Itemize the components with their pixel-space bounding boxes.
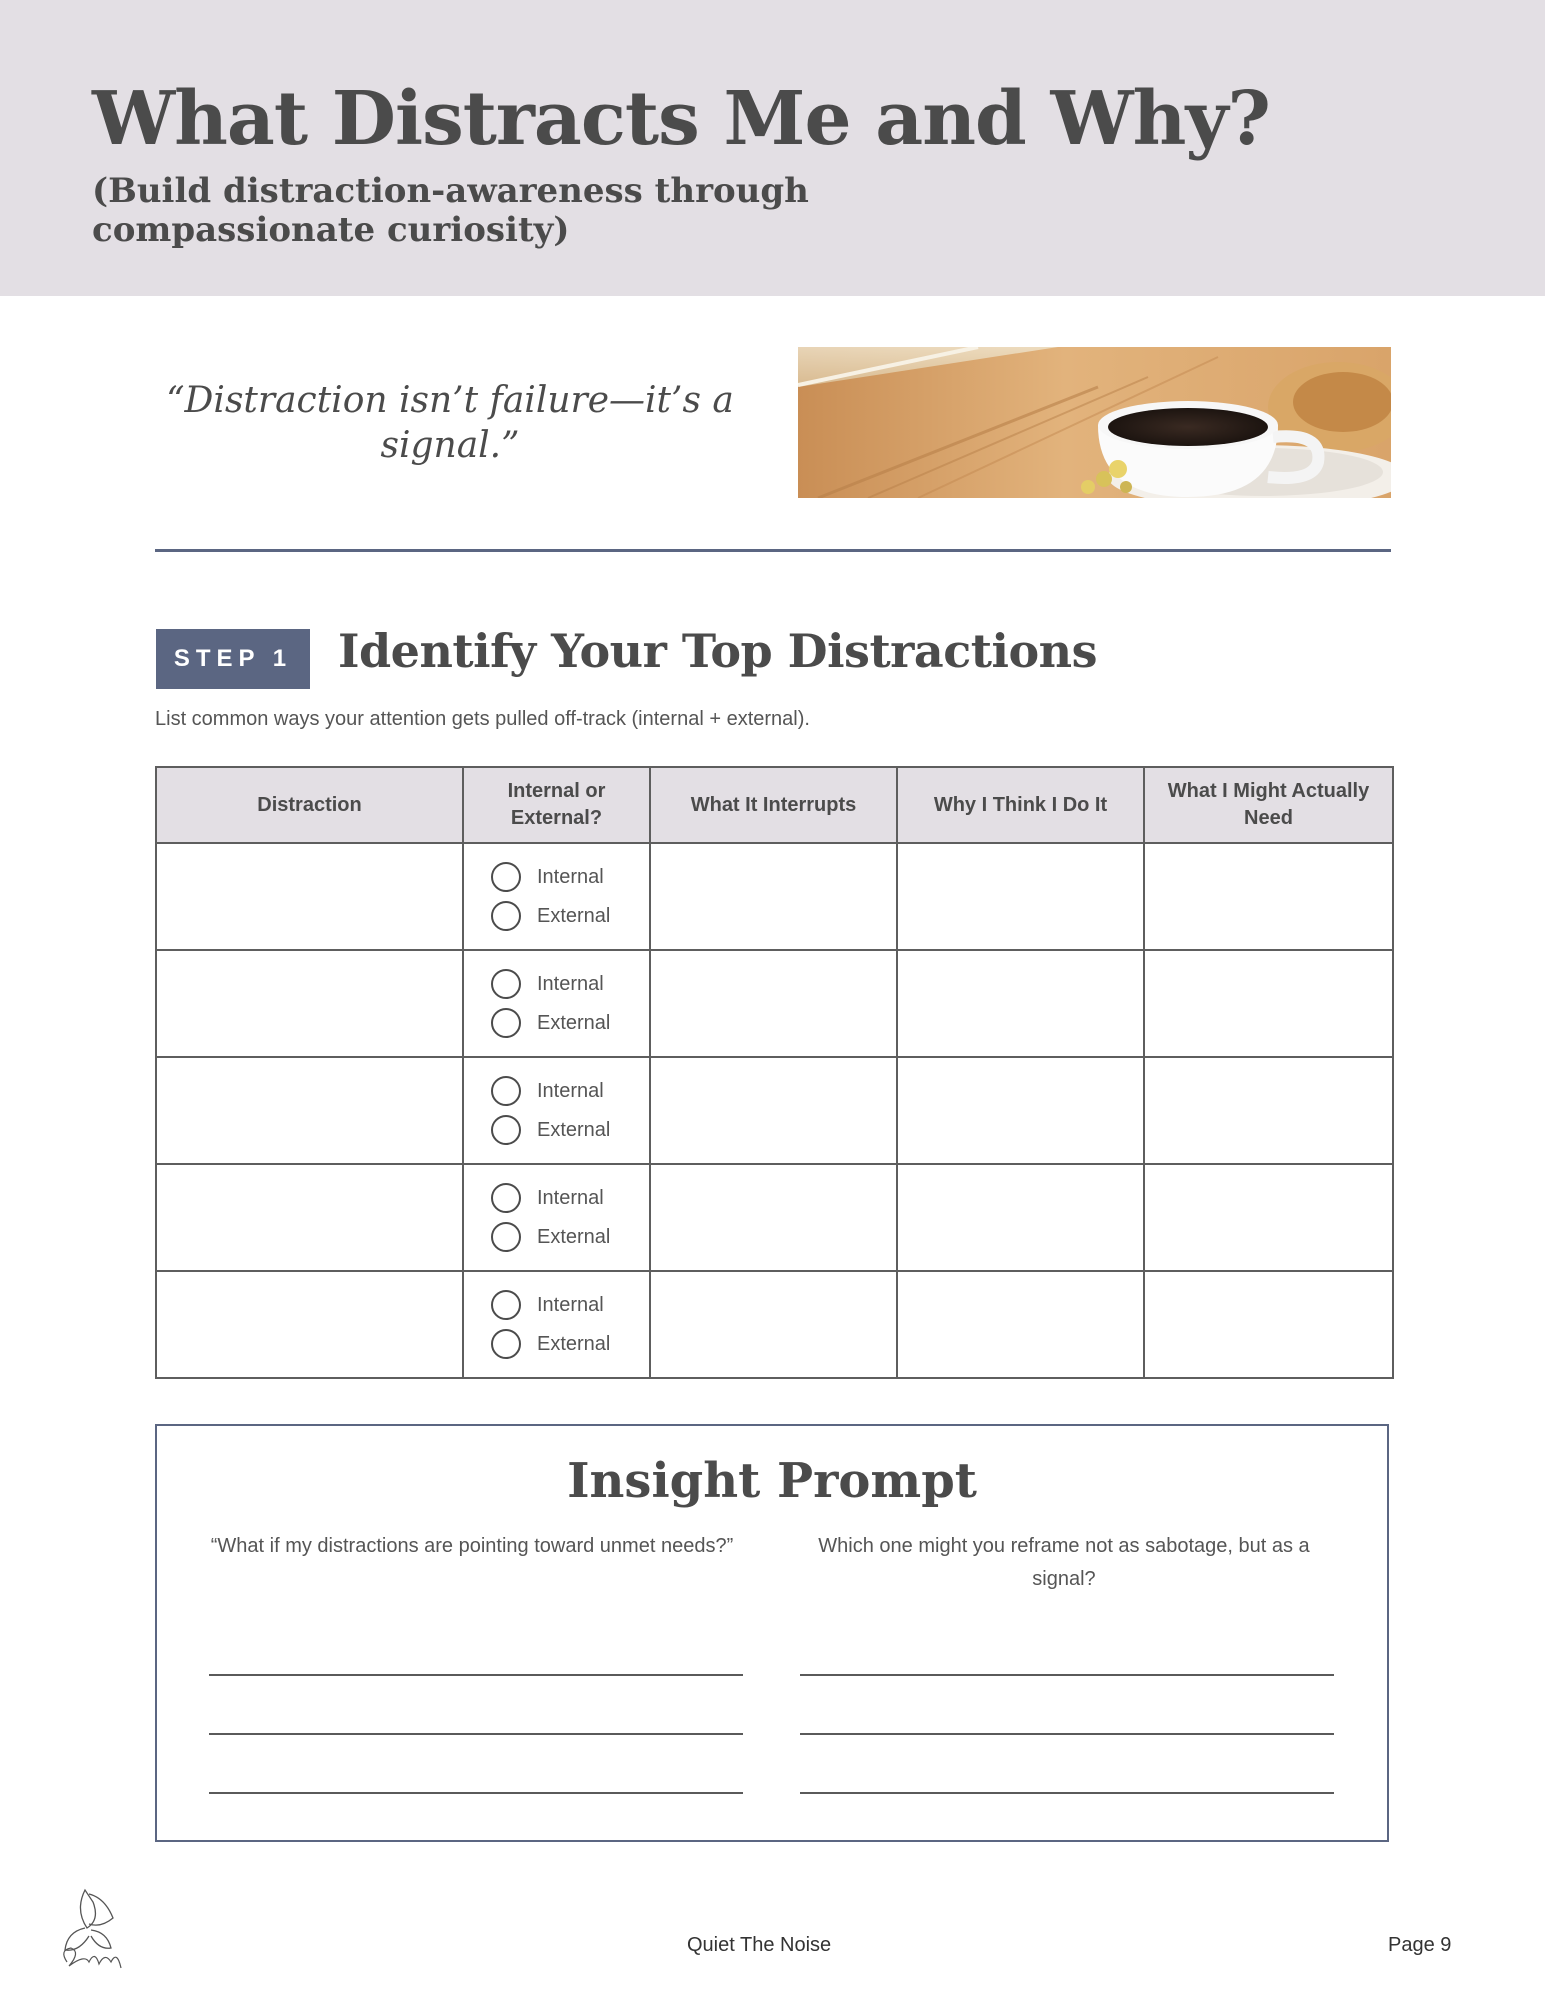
page-number: Page 9 <box>1388 1934 1452 1956</box>
distractions-table <box>155 766 1394 1379</box>
table-row <box>156 843 1393 950</box>
type-cell <box>463 1271 650 1378</box>
column-header-actual-need: What I Might Actually Need <box>1144 767 1393 843</box>
answer-line-left-3[interactable] <box>209 1792 743 1794</box>
external-option[interactable]: External <box>491 897 648 936</box>
insight-title: Insight Prompt <box>567 1453 977 1509</box>
internal-option[interactable]: Internal <box>491 858 648 897</box>
table-header-row <box>156 767 1393 843</box>
why-cell[interactable] <box>897 1164 1144 1271</box>
external-option[interactable]: External <box>491 1325 648 1364</box>
prompt-right: Which one might you reframe not as sabotage, but as a signal? <box>818 1535 1310 1590</box>
step-description: List common ways your attention gets pulled off-track (internal + external). <box>155 708 810 730</box>
answer-line-right-1[interactable] <box>800 1674 1334 1676</box>
distraction-cell[interactable] <box>156 1271 463 1378</box>
internal-option[interactable]: Internal <box>491 965 648 1004</box>
coffee-cup-photo <box>798 347 1391 498</box>
internal-option[interactable]: Internal <box>491 1179 648 1218</box>
interrupts-cell[interactable] <box>650 1271 897 1378</box>
need-cell[interactable] <box>1144 1164 1393 1271</box>
why-cell[interactable] <box>897 843 1144 950</box>
step-title: Identify Your Top Distractions <box>338 624 1097 678</box>
type-cell <box>463 1057 650 1164</box>
external-option[interactable]: External <box>491 1111 648 1150</box>
external-option[interactable]: External <box>491 1004 648 1043</box>
radio-circle-icon[interactable] <box>491 862 521 892</box>
table-row <box>156 1057 1393 1164</box>
answer-line-left-1[interactable] <box>209 1674 743 1676</box>
column-header-why-i-do-it: Why I Think I Do It <box>897 767 1144 843</box>
radio-circle-icon[interactable] <box>491 1329 521 1359</box>
insight-prompt-box <box>155 1424 1389 1842</box>
pull-quote: “Distraction isn’t failure—it’s a signal.” <box>166 380 734 466</box>
distraction-cell[interactable] <box>156 1057 463 1164</box>
step-badge: STEP 1 <box>156 629 310 689</box>
column-header-internal-external: Internal or External? <box>463 767 650 843</box>
radio-circle-icon[interactable] <box>491 1183 521 1213</box>
distraction-cell[interactable] <box>156 950 463 1057</box>
answer-line-right-2[interactable] <box>800 1733 1334 1735</box>
table-row <box>156 1271 1393 1378</box>
radio-circle-icon[interactable] <box>491 1115 521 1145</box>
why-cell[interactable] <box>897 1057 1144 1164</box>
table-row <box>156 950 1393 1057</box>
radio-circle-icon[interactable] <box>491 1008 521 1038</box>
section-divider <box>155 549 1391 552</box>
column-header-what-it-interrupts: What It Interrupts <box>650 767 897 843</box>
interrupts-cell[interactable] <box>650 1164 897 1271</box>
table-row <box>156 1164 1393 1271</box>
butterfly-signature-logo <box>55 1880 135 1972</box>
header-band <box>0 0 1545 296</box>
interrupts-cell[interactable] <box>650 950 897 1057</box>
why-cell[interactable] <box>897 1271 1144 1378</box>
internal-option[interactable]: Internal <box>491 1286 648 1325</box>
need-cell[interactable] <box>1144 1271 1393 1378</box>
answer-line-right-3[interactable] <box>800 1792 1334 1794</box>
radio-circle-icon[interactable] <box>491 1222 521 1252</box>
distraction-cell[interactable] <box>156 843 463 950</box>
type-cell <box>463 950 650 1057</box>
radio-circle-icon[interactable] <box>491 969 521 999</box>
radio-circle-icon[interactable] <box>491 1290 521 1320</box>
page-subtitle: (Build distraction-awareness through compassionate curiosity) <box>92 171 809 250</box>
need-cell[interactable] <box>1144 843 1393 950</box>
need-cell[interactable] <box>1144 1057 1393 1164</box>
internal-option[interactable]: Internal <box>491 1072 648 1111</box>
radio-circle-icon[interactable] <box>491 1076 521 1106</box>
why-cell[interactable] <box>897 950 1144 1057</box>
distraction-cell[interactable] <box>156 1164 463 1271</box>
interrupts-cell[interactable] <box>650 1057 897 1164</box>
need-cell[interactable] <box>1144 950 1393 1057</box>
column-header-distraction: Distraction <box>156 767 463 843</box>
prompt-left: “What if my distractions are pointing toward unmet needs?” <box>210 1535 734 1557</box>
interrupts-cell[interactable] <box>650 843 897 950</box>
radio-circle-icon[interactable] <box>491 901 521 931</box>
page-title: What Distracts Me and Why? <box>92 76 1270 162</box>
answer-line-left-2[interactable] <box>209 1733 743 1735</box>
external-option[interactable]: External <box>491 1218 648 1257</box>
footer-title: Quiet The Noise <box>687 1934 832 1956</box>
type-cell <box>463 843 650 950</box>
type-cell <box>463 1164 650 1271</box>
